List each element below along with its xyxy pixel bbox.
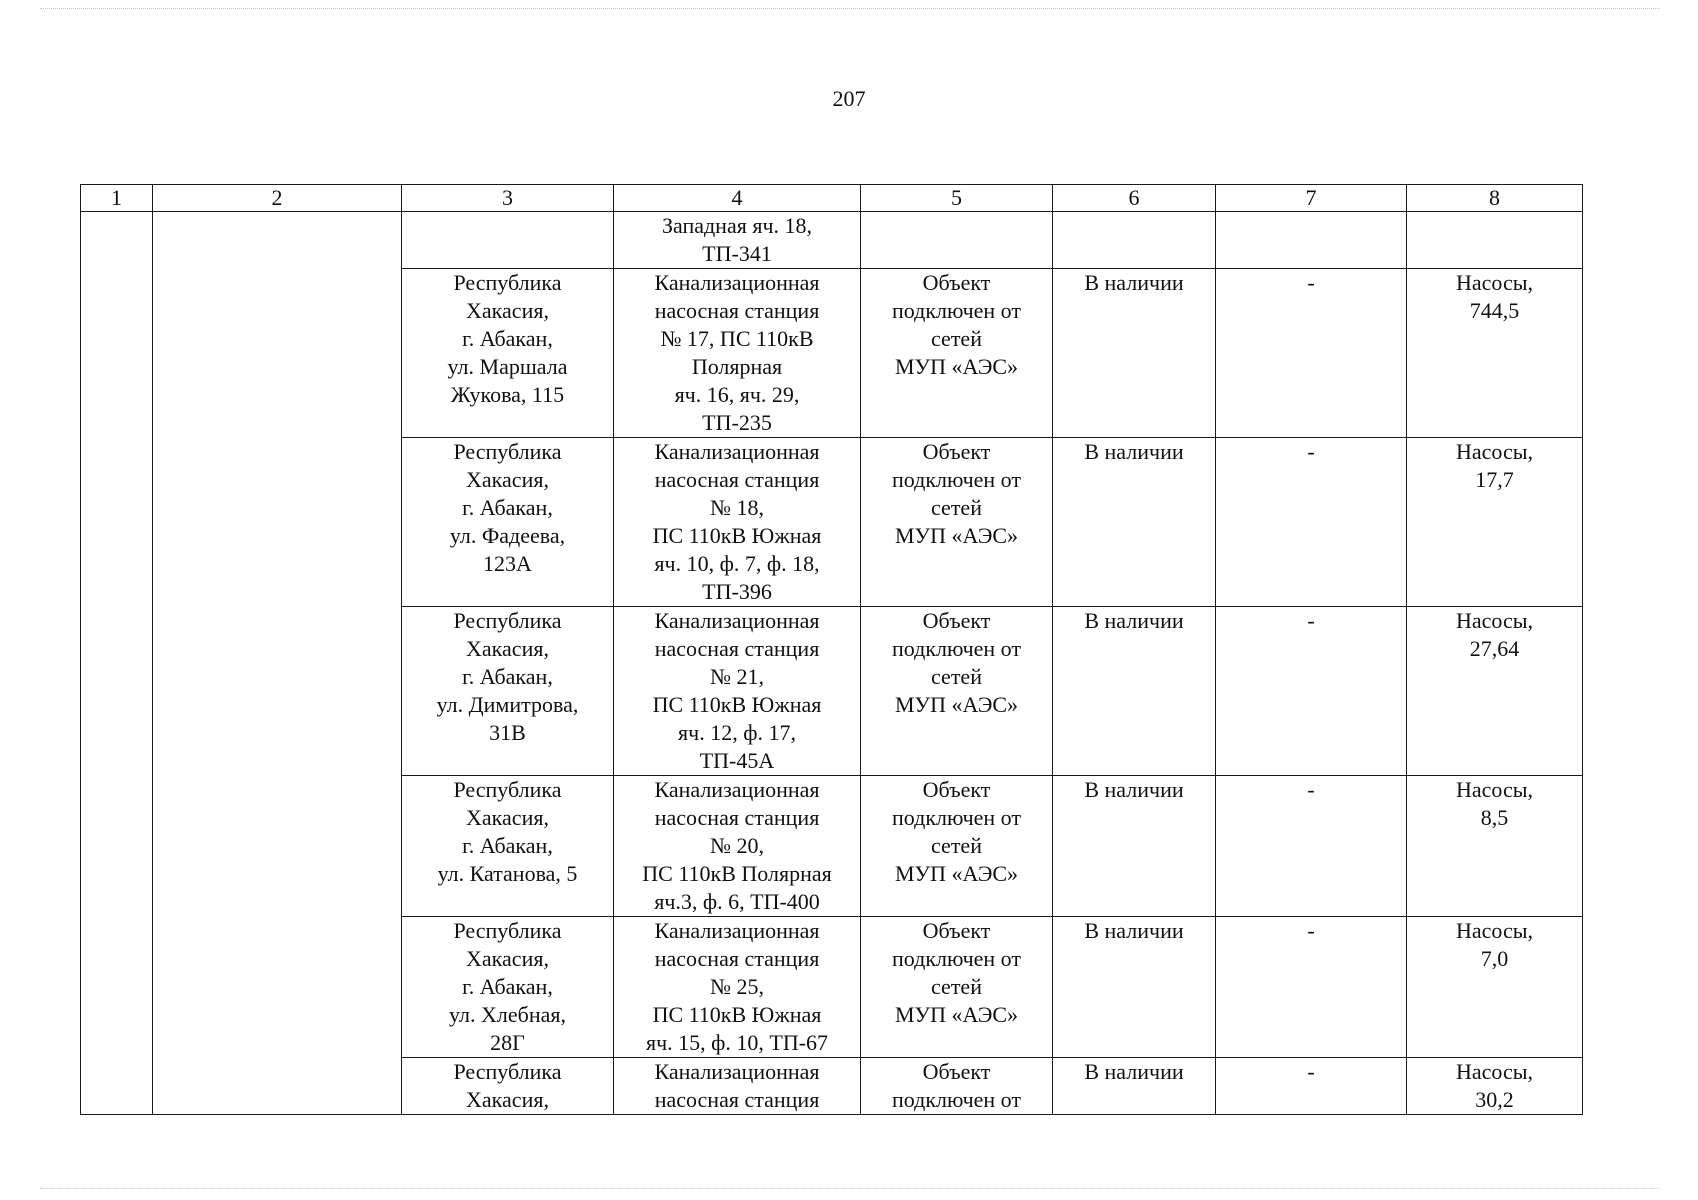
object-cell	[614, 212, 861, 269]
cell-line: подключен от	[891, 636, 1022, 661]
cell-line: ул. Фадеева,	[449, 523, 566, 548]
col7-cell: -	[1216, 438, 1407, 607]
address-cell	[402, 607, 614, 776]
cell-line: 744,5	[1469, 298, 1520, 323]
cell-line: сетей	[931, 833, 982, 858]
data-table	[80, 184, 1583, 1115]
cell-line: Хакасия,	[466, 298, 549, 323]
connection-cell	[861, 917, 1053, 1058]
cell-line: сетей	[931, 974, 982, 999]
cell-line: подключен от	[891, 298, 1022, 323]
cell-line: сетей	[931, 664, 982, 689]
object-cell	[614, 269, 861, 438]
cell-line: Объект	[922, 1059, 991, 1084]
column-header-6: 6	[1053, 185, 1216, 212]
col7-cell: -	[1216, 1058, 1407, 1115]
cell-line: яч. 16, яч. 29,	[674, 382, 800, 407]
cell-line: подключен от	[891, 946, 1022, 971]
cell-line: 123А	[483, 551, 532, 576]
cell-line: МУП «АЭС»	[894, 861, 1019, 886]
cell-line: Республика	[453, 608, 562, 633]
cell-line: ПС 110кВ Полярная	[642, 861, 832, 886]
availability-cell: В наличии	[1053, 438, 1216, 607]
address-cell	[402, 269, 614, 438]
cell-line: подключен от	[891, 805, 1022, 830]
cell-line: г. Абакан,	[462, 326, 553, 351]
load-cell	[1407, 1058, 1583, 1115]
cell-line: Хакасия,	[466, 946, 549, 971]
col2-cell	[153, 212, 402, 1115]
cell-line: ПС 110кВ Южная	[652, 523, 822, 548]
cell-line: Республика	[453, 777, 562, 802]
column-header-4: 4	[614, 185, 861, 212]
cell-line: г. Абакан,	[462, 495, 553, 520]
cell-line: Канализационная	[654, 608, 820, 633]
cell-line: Канализационная	[654, 1059, 820, 1084]
cell-line: яч. 15, ф. 10, ТП-67	[645, 1030, 829, 1055]
connection-cell	[861, 438, 1053, 607]
cell-line: ТП-235	[702, 410, 772, 435]
availability-cell: В наличии	[1053, 917, 1216, 1058]
table-row-continuation	[81, 212, 1583, 269]
cell-line: насосная станция	[654, 805, 820, 830]
cell-line: ул. Маршала	[447, 354, 568, 379]
cell-line: МУП «АЭС»	[894, 1002, 1019, 1027]
cell-line: 27,64	[1469, 636, 1520, 661]
cell-line: МУП «АЭС»	[894, 523, 1019, 548]
cell-line: Насосы,	[1455, 1059, 1533, 1084]
cell-line: № 20,	[710, 833, 764, 858]
cell-line: № 25,	[710, 974, 764, 999]
cell-line: насосная станция	[654, 298, 820, 323]
cell-line: г. Абакан,	[462, 833, 553, 858]
cell-line: г. Абакан,	[462, 664, 553, 689]
cell-line: № 17, ПС 110кВ	[660, 326, 814, 351]
column-header-2: 2	[153, 185, 402, 212]
cell-line: Канализационная	[654, 439, 820, 464]
address-cell	[402, 212, 614, 269]
cell-line: подключен от	[891, 467, 1022, 492]
availability-cell	[1053, 212, 1216, 269]
load-cell	[1407, 269, 1583, 438]
object-cell	[614, 607, 861, 776]
cell-line: насосная станция	[654, 636, 820, 661]
cell-line: 30,2	[1475, 1087, 1514, 1112]
object-cell	[614, 917, 861, 1058]
cell-line: Республика	[453, 270, 562, 295]
cell-line: № 21,	[710, 664, 764, 689]
address-cell	[402, 776, 614, 917]
cell-line: г. Абакан,	[462, 974, 553, 999]
cell-line: насосная станция	[654, 946, 820, 971]
cell-line: Канализационная	[654, 270, 820, 295]
cell-line: сетей	[931, 326, 982, 351]
cell-line: 8,5	[1480, 805, 1509, 830]
connection-cell	[861, 212, 1053, 269]
cell-line: Канализационная	[654, 918, 820, 943]
load-cell	[1407, 438, 1583, 607]
availability-cell: В наличии	[1053, 776, 1216, 917]
cell-line: Западная яч. 18,	[661, 213, 813, 238]
cell-line: подключен от	[891, 1087, 1022, 1112]
col1-cell	[81, 212, 153, 1115]
cell-line: Объект	[922, 918, 991, 943]
cell-line: яч. 10, ф. 7, ф. 18,	[654, 551, 820, 576]
cell-line: № 18,	[710, 495, 764, 520]
cell-line: Насосы,	[1455, 270, 1533, 295]
cell-line: Полярная	[691, 354, 783, 379]
availability-cell: В наличии	[1053, 1058, 1216, 1115]
cell-line: насосная станция	[654, 467, 820, 492]
cell-line: ТП-341	[702, 241, 772, 266]
address-cell	[402, 917, 614, 1058]
availability-cell: В наличии	[1053, 269, 1216, 438]
cell-line: яч.3, ф. 6, ТП-400	[654, 889, 820, 914]
load-cell	[1407, 917, 1583, 1058]
cell-line: МУП «АЭС»	[894, 354, 1019, 379]
cell-line: Объект	[922, 270, 991, 295]
cell-line: яч. 12, ф. 17,	[678, 720, 796, 745]
connection-cell	[861, 607, 1053, 776]
cell-line: Хакасия,	[466, 805, 549, 830]
cell-line: ул. Катанова, 5	[437, 861, 578, 886]
cell-line: 7,0	[1480, 946, 1509, 971]
cell-line: Хакасия,	[466, 636, 549, 661]
cell-line: Объект	[922, 608, 991, 633]
table-header-row	[81, 185, 1583, 212]
cell-line: Жукова, 115	[450, 382, 565, 407]
connection-cell	[861, 1058, 1053, 1115]
cell-line: Насосы,	[1455, 439, 1533, 464]
address-cell	[402, 1058, 614, 1115]
address-cell	[402, 438, 614, 607]
availability-cell: В наличии	[1053, 607, 1216, 776]
load-cell	[1407, 212, 1583, 269]
cell-line: сетей	[931, 495, 982, 520]
load-cell	[1407, 776, 1583, 917]
column-header-7: 7	[1216, 185, 1407, 212]
cell-line: ПС 110кВ Южная	[652, 692, 822, 717]
col7-cell	[1216, 212, 1407, 269]
cell-line: Насосы,	[1455, 608, 1533, 633]
scan-edge-top	[40, 8, 1660, 9]
column-header-1: 1	[81, 185, 153, 212]
cell-line: ул. Хлебная,	[449, 1002, 566, 1027]
cell-line: Насосы,	[1455, 777, 1533, 802]
cell-line: Республика	[453, 918, 562, 943]
column-header-5: 5	[861, 185, 1053, 212]
page-number: 207	[832, 86, 866, 111]
cell-line: Республика	[453, 439, 562, 464]
connection-cell	[861, 269, 1053, 438]
object-cell	[614, 1058, 861, 1115]
cell-line: Объект	[922, 777, 991, 802]
object-cell	[614, 438, 861, 607]
col7-cell: -	[1216, 917, 1407, 1058]
object-cell	[614, 776, 861, 917]
scan-edge-bottom	[40, 1188, 1660, 1189]
cell-line: насосная станция	[654, 1087, 820, 1112]
column-header-8: 8	[1407, 185, 1583, 212]
cell-line: 28Г	[490, 1030, 525, 1055]
cell-line: Хакасия,	[466, 467, 549, 492]
cell-line: Насосы,	[1455, 918, 1533, 943]
load-cell	[1407, 607, 1583, 776]
column-header-3: 3	[402, 185, 614, 212]
cell-line: Канализационная	[654, 777, 820, 802]
cell-line: МУП «АЭС»	[894, 692, 1019, 717]
col7-cell: -	[1216, 607, 1407, 776]
col7-cell: -	[1216, 776, 1407, 917]
cell-line: Объект	[922, 439, 991, 464]
connection-cell	[861, 776, 1053, 917]
cell-line: 17,7	[1475, 467, 1514, 492]
col7-cell: -	[1216, 269, 1407, 438]
cell-line: ТП-45А	[699, 748, 775, 773]
cell-line: ТП-396	[702, 579, 772, 604]
cell-line: Республика	[453, 1059, 562, 1084]
cell-line: ПС 110кВ Южная	[652, 1002, 822, 1027]
cell-line: ул. Димитрова,	[436, 692, 579, 717]
cell-line: 31В	[489, 720, 526, 745]
cell-line: Хакасия,	[466, 1087, 549, 1112]
